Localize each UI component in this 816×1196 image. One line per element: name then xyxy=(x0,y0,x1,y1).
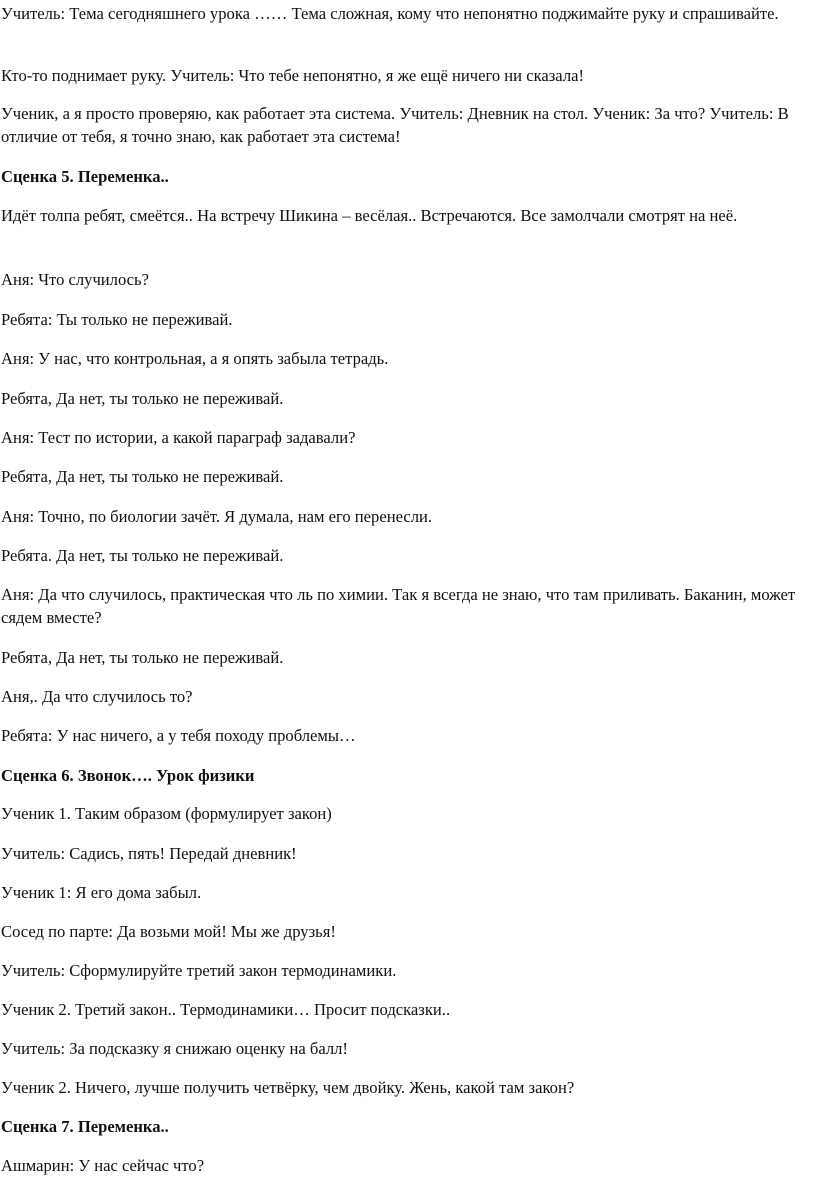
paragraph: Кто-то поднимает руку. Учитель: Что тебе непонятно, я же ещё ничего ни сказала! xyxy=(1,66,584,85)
scene-heading: Сценка 7. Переменка.. xyxy=(1,1117,169,1136)
paragraph: Ученик 1: Я его дома забыл. xyxy=(1,883,202,902)
scene-heading: Сценка 6. Звонок…. Урок физики xyxy=(1,766,255,785)
paragraph: Ученик 1. Таким образом (формулирует закон) xyxy=(1,804,332,823)
paragraph: Учитель: Сформулируйте третий закон термодинамики. xyxy=(1,961,397,980)
paragraph: Ребята. Да нет, ты только не переживай. xyxy=(1,546,284,565)
paragraph: Аня: Тест по истории, а какой параграф задавали? xyxy=(1,428,356,447)
paragraph: Идёт толпа ребят, смеётся.. На встречу Шикина – весёлая.. Встречаются. Все замолчали смотрят на неё. xyxy=(1,206,738,225)
paragraph: Аня,. Да что случилось то? xyxy=(1,687,193,706)
paragraph: Аня: Что случилось? xyxy=(1,270,149,289)
paragraph: Учитель: Тема сегодняшнего урока …… Тема сложная, кому что непонятно поджимайте руку и спрашивайте. xyxy=(1,4,779,23)
paragraph: Ребята, Да нет, ты только не переживай. xyxy=(1,648,284,667)
paragraph: Ребята: Ты только не переживай. xyxy=(1,310,233,329)
paragraph: Ученик 2. Ничего, лучше получить четвёрку, чем двойку. Жень, какой там закон? xyxy=(1,1078,575,1097)
paragraph: Аня: У нас, что контрольная, а я опять забыла тетрадь. xyxy=(1,349,389,368)
paragraph: Сосед по парте: Да возьми мой! Мы же друзья! xyxy=(1,922,336,941)
paragraph: Ашмарин: У нас сейчас что? xyxy=(1,1156,205,1175)
paragraph: Аня: Да что случилось, практическая что ль по химии. Так я всегда не знаю, что там приливать. Баканин, может сядем вместе? xyxy=(1,585,796,627)
paragraph: Ученик 2. Третий закон.. Термодинамики… Просит подсказки.. xyxy=(1,1000,451,1019)
paragraph: Учитель: За подсказку я снижаю оценку на балл! xyxy=(1,1039,348,1058)
scene-heading: Сценка 5. Переменка.. xyxy=(1,167,169,186)
paragraph: Аня: Точно, по биологии зачёт. Я думала, нам его перенесли. xyxy=(1,507,433,526)
paragraph: Учитель: Садись, пять! Передай дневник! xyxy=(1,844,297,863)
paragraph: Ребята: У нас ничего, а у тебя походу проблемы… xyxy=(1,726,356,745)
paragraph: Ребята, Да нет, ты только не переживай. xyxy=(1,467,284,486)
paragraph: Ребята, Да нет, ты только не переживай. xyxy=(1,389,284,408)
paragraph: Ученик, а я просто проверяю, как работает эта система. Учитель: Дневник на стол. Ученик: За что? Учитель: В отличие от тебя, я точно знаю, как работает эта система! xyxy=(1,104,789,146)
